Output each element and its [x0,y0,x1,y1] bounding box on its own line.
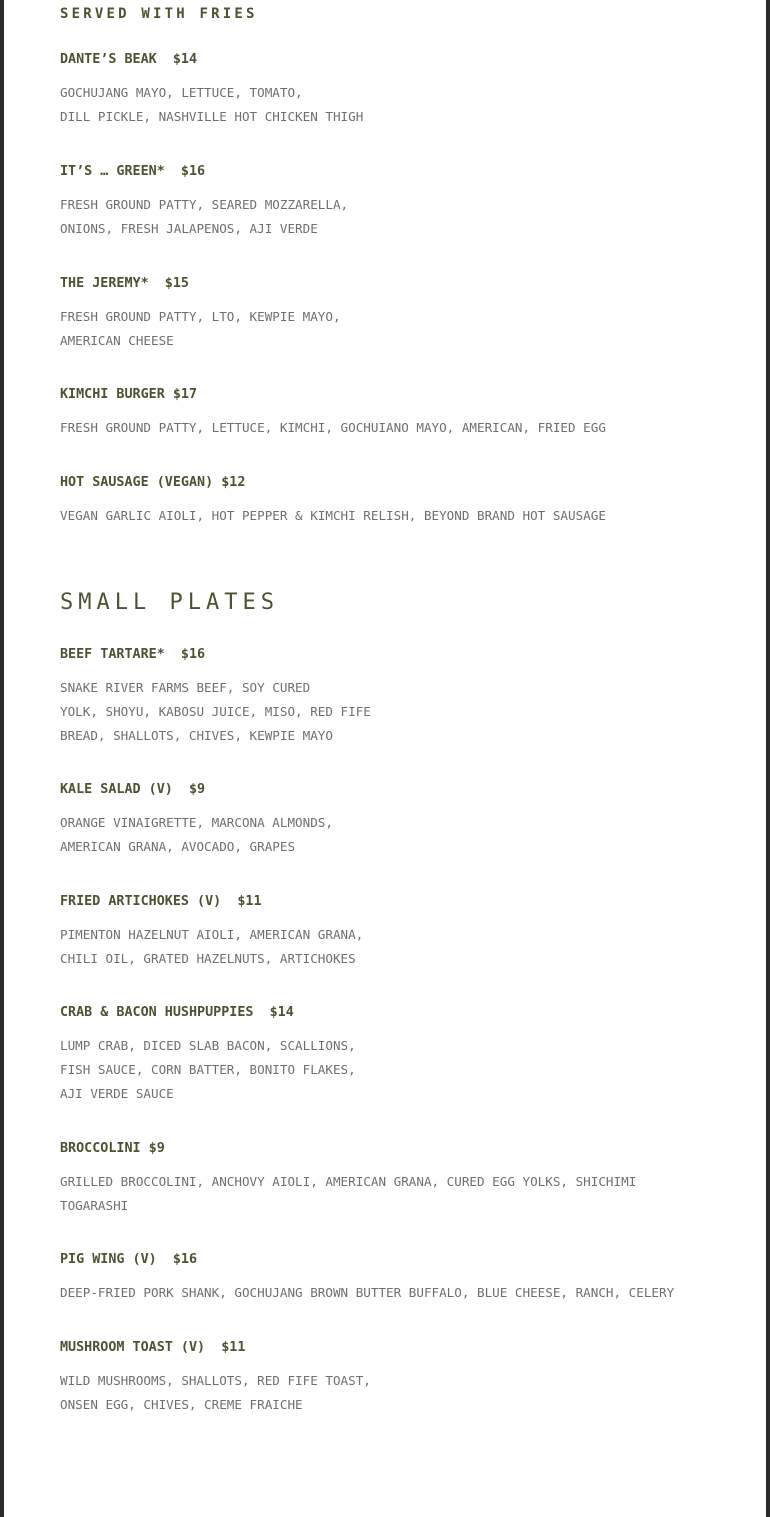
menu-item-title: BEEF TARTARE* $16 [60,647,206,662]
menu-item-the-jeremy [60,275,750,353]
menu-item-description: GRILLED BROCCOLINI, ANCHOVY AIOLI, AMERICAN GRANA, CURED EGG YOLKS, SHICHIMI TOGARASHI [60,1174,637,1213]
menu-item-kimchi-burger [60,386,750,440]
menu-item-description: PIMENTON HAZELNUT AIOLI, AMERICAN GRANA, CHILI OIL, GRATED HAZELNUTS, ARTICHOKES [60,927,364,966]
menu-item-kale-salad [60,781,750,859]
menu-page [4,0,766,1517]
menu-item-description: SNAKE RIVER FARMS BEEF, SOY CURED YOLK, SHOYU, KABOSU JUICE, MISO, RED FIFE BREAD, SHALLOTS, CHIVES, KEWPIE MAYO [60,680,371,743]
menu-item-description: ORANGE VINAIGRETTE, MARCONA ALMONDS, AMERICAN GRANA, AVOCADO, GRAPES [60,815,333,854]
menu-item-beef-tartare [60,646,750,748]
menu-item-fried-artichokes [60,893,750,971]
menu-item-pig-wing [60,1251,750,1305]
menu-item-broccolini [60,1140,750,1218]
menu-item-title: KALE SALAD (V) $9 [60,782,206,797]
menu-item-title: THE JEREMY* $15 [60,276,189,291]
menu-item-hot-sausage [60,474,750,528]
menu-item-description: FRESH GROUND PATTY, LTO, KEWPIE MAYO, AMERICAN CHEESE [60,309,341,348]
menu-item-description: GOCHUJANG MAYO, LETTUCE, TOMATO, DILL PICKLE, NASHVILLE HOT CHICKEN THIGH [60,85,364,124]
menu-item-crab-bacon-hushpuppies [60,1004,750,1106]
menu-item-title: KIMCHI BURGER $17 [60,387,198,402]
menu-item-title: MUSHROOM TOAST (V) $11 [60,1340,246,1355]
menu-item-title: CRAB & BACON HUSHPUPPIES $14 [60,1005,294,1020]
menu-item-description: LUMP CRAB, DICED SLAB BACON, SCALLIONS, FISH SAUCE, CORN BATTER, BONITO FLAKES, AJI VERDE SAUCE [60,1038,356,1101]
menu-item-description: WILD MUSHROOMS, SHALLOTS, RED FIFE TOAST, ONSEN EGG, CHIVES, CREME FRAICHE [60,1373,371,1412]
menu-item-title: IT’S … GREEN* $16 [60,164,206,179]
menu-item-description: VEGAN GARLIC AIOLI, HOT PEPPER & KIMCHI RELISH, BEYOND BRAND HOT SAUSAGE [60,508,606,523]
menu-item-mushroom-toast [60,1339,750,1417]
menu-item-description: DEEP-FRIED PORK SHANK, GOCHUJANG BROWN BUTTER BUFFALO, BLUE CHEESE, RANCH, CELERY [60,1285,675,1300]
menu-item-its-green [60,163,750,241]
menu-item-title: HOT SAUSAGE (VEGAN) $12 [60,475,246,490]
menu-item-title: PIG WING (V) $16 [60,1252,198,1267]
menu-item-title: DANTE’S BEAK $14 [60,52,198,67]
menu-item-description: FRESH GROUND PATTY, SEARED MOZZARELLA, ONIONS, FRESH JALAPENOS, AJI VERDE [60,197,349,236]
burgers-subheading: SERVED WITH FRIES [60,6,258,22]
section-title-small-plates: SMALL PLATES [60,590,279,615]
menu-item-dantes-beak [60,51,750,129]
menu-item-title: BROCCOLINI $9 [60,1141,165,1156]
menu-item-title: FRIED ARTICHOKES (V) $11 [60,894,262,909]
menu-item-description: FRESH GROUND PATTY, LETTUCE, KIMCHI, GOCHUIANO MAYO, AMERICAN, FRIED EGG [60,420,606,435]
